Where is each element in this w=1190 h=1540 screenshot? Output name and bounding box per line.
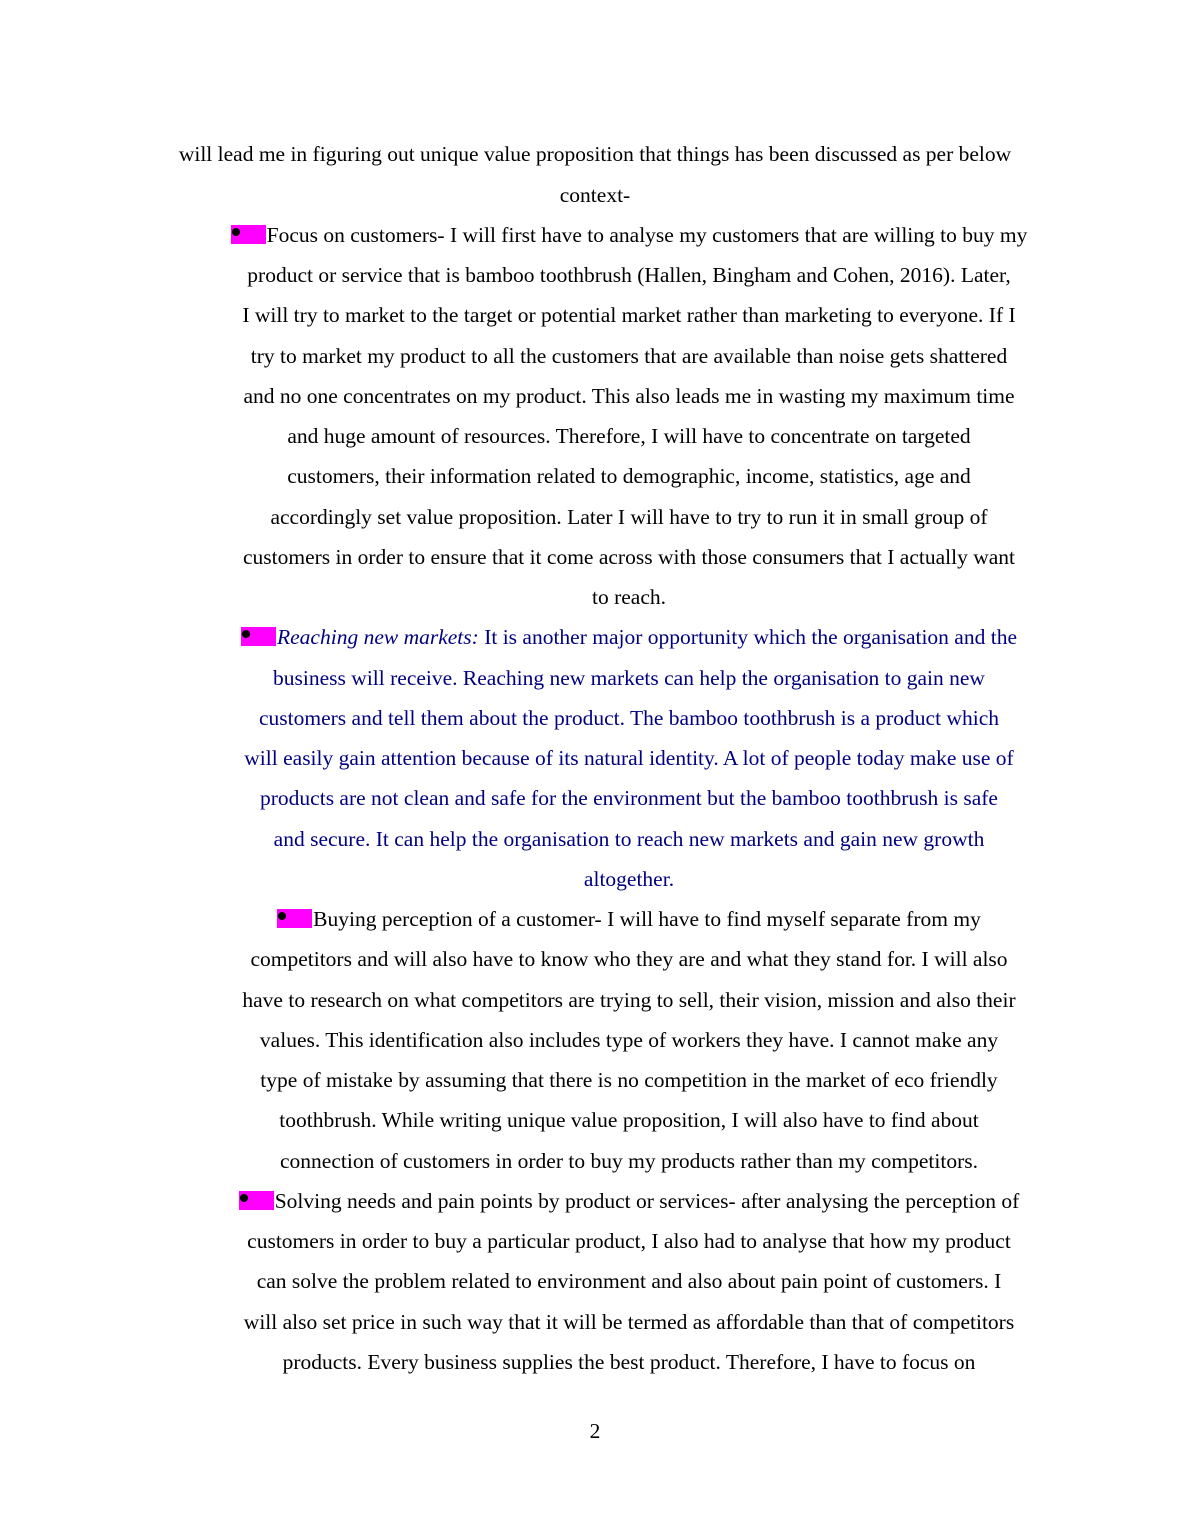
bullet-marker <box>277 909 312 928</box>
paragraph-line: type of mistake by assuming that there is no competition in the market of eco friendly <box>260 1068 998 1092</box>
paragraph-line: and no one concentrates on my product. This also leads me in wasting my maximum time <box>243 384 1015 408</box>
bullet-dot-icon <box>242 630 250 638</box>
bullet-dot-icon <box>232 228 240 236</box>
bullet-text: Focus on customers- I will first have to analyse my customers that are willing to buy my <box>266 223 1028 247</box>
bullet-text: Solving needs and pain points by product or services- after analysing the perception of <box>274 1189 1020 1213</box>
bullet-marker <box>239 1191 274 1210</box>
paragraph-line: customers in order to buy a particular product, I also had to analyse that how my product <box>247 1229 1011 1253</box>
bullet-marker <box>241 627 276 646</box>
paragraph-line: values. This identification also includes type of workers they have. I cannot make any <box>259 1028 999 1052</box>
paragraph-line: business will receive. Reaching new markets can help the organisation to gain new <box>273 666 985 690</box>
paragraph-line: connection of customers in order to buy my products rather than my competitors. <box>280 1149 978 1173</box>
bullet-dot-icon <box>240 1194 248 1202</box>
bullet-item-reaching-new-markets <box>34 623 1190 651</box>
bullet-dot-icon <box>278 912 286 920</box>
bullet-item-buying-perception <box>34 905 1190 933</box>
paragraph-line: will easily gain attention because of its natural identity. A lot of people today make use of <box>244 746 1014 770</box>
paragraph-line: product or service that is bamboo toothbrush (Hallen, Bingham and Cohen, 2016). Later, <box>247 263 1011 287</box>
page-number: 2 <box>589 1419 601 1443</box>
paragraph-line: and huge amount of resources. Therefore, I will have to concentrate on targeted <box>287 424 971 448</box>
paragraph-line: to reach. <box>591 585 666 609</box>
paragraph-line: I will try to market to the target or potential market rather than marketing to everyone. If I <box>242 303 1016 327</box>
paragraph-line: competitors and will also have to know who they are and what they stand for. I will also <box>250 947 1008 971</box>
intro-line: context- <box>559 183 631 207</box>
bullet-text: Buying perception of a customer- I will have to find myself separate from my <box>313 907 981 931</box>
bullet-heading: Reaching new markets: <box>277 625 479 649</box>
paragraph-line: products are not clean and safe for the environment but the bamboo toothbrush is safe <box>260 786 998 810</box>
paragraph-line: try to market my product to all the customers that are available than noise gets shattered <box>250 344 1008 368</box>
intro-line: will lead me in figuring out unique value proposition that things has been discussed as per below <box>178 142 1012 166</box>
paragraph-line: can solve the problem related to environment and also about pain point of customers. I <box>256 1269 1002 1293</box>
paragraph-line: accordingly set value proposition. Later I will have to try to run it in small group of <box>270 505 988 529</box>
paragraph-line: altogether. <box>583 867 675 891</box>
bullet-item-focus-on-customers <box>34 221 1190 249</box>
paragraph-line: customers and tell them about the product. The bamboo toothbrush is a product which <box>258 706 999 730</box>
paragraph-line: will also set price in such way that it will be termed as affordable than that of competitors <box>243 1310 1015 1334</box>
paragraph-line: products. Every business supplies the best product. Therefore, I have to focus on <box>282 1350 976 1374</box>
bullet-item-solving-needs <box>34 1187 1190 1215</box>
paragraph-line: have to research on what competitors are trying to sell, their vision, mission and also their <box>242 988 1016 1012</box>
bullet-marker <box>231 225 266 244</box>
paragraph-line: and secure. It can help the organisation to reach new markets and gain new growth <box>273 827 985 851</box>
paragraph-line: customers in order to ensure that it come across with those consumers that I actually want <box>243 545 1015 569</box>
bullet-text: It is another major opportunity which the organisation and the <box>478 625 1017 649</box>
paragraph-line: customers, their information related to demographic, income, statistics, age and <box>287 464 971 488</box>
paragraph-line: toothbrush. While writing unique value proposition, I will also have to find about <box>279 1108 979 1132</box>
